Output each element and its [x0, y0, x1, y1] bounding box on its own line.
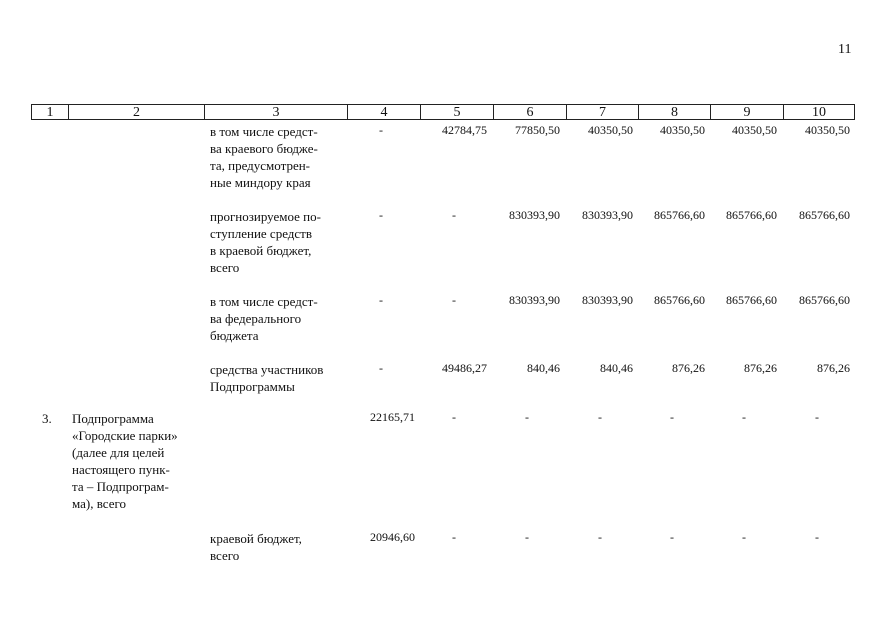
- table-cell: -: [379, 123, 383, 137]
- subprogram-name: Подпрограмма «Городские парки» (далее для целей настоящего пунк- та – Подпрограм- ма), всего: [72, 411, 178, 511]
- table-cell: 40350,50: [660, 123, 705, 137]
- table-cell: -: [452, 208, 456, 222]
- row-description: краевой бюджет, всего: [210, 531, 302, 563]
- table-cell: 830393,90: [509, 293, 560, 307]
- table-cell: 40350,50: [588, 123, 633, 137]
- table-cell: -: [379, 361, 383, 375]
- header-col-3: 3: [205, 105, 348, 119]
- table-cell: 42784,75: [442, 123, 487, 137]
- row-number: 3.: [42, 411, 52, 426]
- table-cell: 40350,50: [732, 123, 777, 137]
- table-cell: 840,46: [600, 361, 633, 375]
- table-cell: 20946,60: [370, 530, 415, 544]
- table-cell: 22165,71: [370, 410, 415, 424]
- table-cell: 876,26: [672, 361, 705, 375]
- header-col-6: 6: [494, 105, 567, 119]
- table-cell: 49486,27: [442, 361, 487, 375]
- table-cell: 865766,60: [726, 293, 777, 307]
- row-description: в том числе средст- ва краевого бюдже- та, предусмотрен- ные миндору края: [210, 124, 318, 190]
- page-number: 11: [838, 42, 852, 57]
- table-cell: -: [525, 530, 529, 544]
- header-col-8: 8: [639, 105, 711, 119]
- header-col-10: 10: [812, 105, 826, 120]
- table-cell: -: [670, 410, 674, 424]
- table-cell: 876,26: [817, 361, 850, 375]
- row-description: в том числе средст- ва федерального бюджета: [210, 294, 318, 343]
- table-cell: 840,46: [527, 361, 560, 375]
- table-cell: -: [598, 530, 602, 544]
- table-cell: 865766,60: [726, 208, 777, 222]
- table-cell: 830393,90: [582, 208, 633, 222]
- table-header-row: [31, 104, 855, 120]
- table-cell: 876,26: [744, 361, 777, 375]
- table-cell: -: [525, 410, 529, 424]
- table-cell: -: [670, 530, 674, 544]
- table-cell: 77850,50: [515, 123, 560, 137]
- header-col-1: 1: [32, 105, 69, 119]
- table-cell: -: [815, 410, 819, 424]
- header-col-7: 7: [567, 105, 639, 119]
- table-cell: 865766,60: [799, 208, 850, 222]
- header-col-5: 5: [421, 105, 494, 119]
- table-cell: -: [452, 410, 456, 424]
- table-cell: -: [452, 293, 456, 307]
- table-cell: -: [379, 293, 383, 307]
- row-description: средства участников Подпрограммы: [210, 362, 324, 394]
- table-cell: -: [815, 530, 819, 544]
- table-cell: 40350,50: [805, 123, 850, 137]
- table-cell: -: [742, 410, 746, 424]
- row-description: прогнозируемое по- ступление средств в краевой бюджет, всего: [210, 209, 321, 275]
- table-cell: 865766,60: [799, 293, 850, 307]
- table-cell: 830393,90: [582, 293, 633, 307]
- header-col-9: 9: [711, 105, 784, 119]
- header-col-2: 2: [69, 105, 205, 119]
- table-cell: 830393,90: [509, 208, 560, 222]
- table-cell: -: [452, 530, 456, 544]
- table-cell: 865766,60: [654, 293, 705, 307]
- table-cell: -: [598, 410, 602, 424]
- table-cell: 865766,60: [654, 208, 705, 222]
- table-cell: -: [379, 208, 383, 222]
- table-cell: -: [742, 530, 746, 544]
- header-col-4: 4: [348, 105, 421, 119]
